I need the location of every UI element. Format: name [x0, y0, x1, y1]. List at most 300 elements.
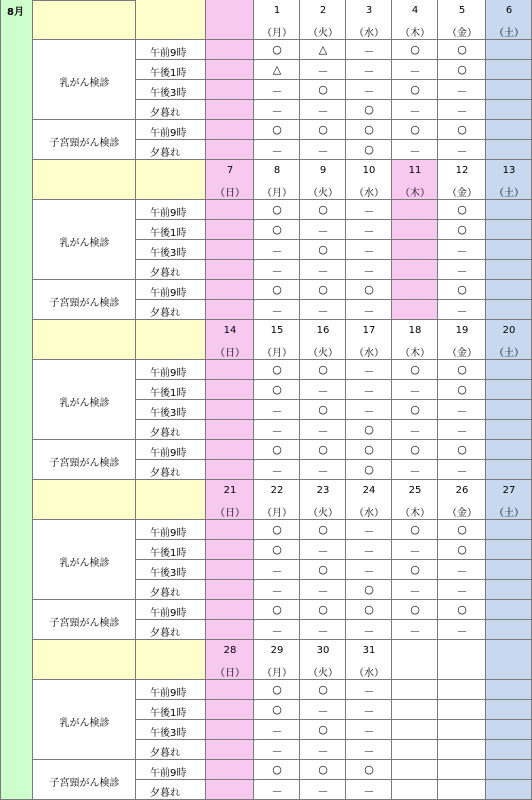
availability-cell [392, 240, 438, 260]
availability-mark: ○ [272, 543, 282, 556]
availability-cell [438, 700, 486, 720]
availability-cell [206, 240, 254, 260]
availability-mark: ○ [410, 83, 420, 96]
availability-mark: ○ [457, 43, 467, 56]
day-date: 4 [411, 5, 419, 16]
availability-mark: － [456, 305, 468, 318]
availability-cell [438, 720, 486, 740]
availability-cell [392, 300, 438, 320]
availability-cell [486, 700, 532, 720]
availability-cell [486, 140, 532, 160]
availability-mark: － [317, 585, 329, 598]
availability-mark: ○ [410, 563, 420, 576]
day-weekday: （金） [447, 188, 477, 199]
availability-mark: ○ [364, 143, 374, 156]
availability-cell [486, 400, 532, 420]
availability-mark: ○ [457, 123, 467, 136]
day-weekday: （月） [262, 348, 292, 359]
availability-cell [438, 780, 486, 800]
day-weekday: （木） [400, 28, 430, 39]
availability-cell [486, 680, 532, 700]
day-date: 7 [226, 165, 234, 176]
day-weekday: （月） [262, 188, 292, 199]
availability-cell [206, 220, 254, 240]
availability-mark: － [409, 585, 421, 598]
day-date: 17 [362, 325, 376, 336]
category-cervical-label: 子宮頸がん検診 [49, 458, 120, 469]
week-header-blank [136, 160, 206, 200]
availability-cell [206, 380, 254, 400]
availability-mark: ○ [318, 683, 328, 696]
availability-mark: － [271, 425, 283, 438]
time-slot-label: 午後3時 [150, 728, 187, 739]
availability-mark: － [363, 85, 375, 98]
time-slot-label: 午後1時 [150, 228, 187, 239]
availability-mark: ○ [364, 283, 374, 296]
availability-cell [486, 80, 532, 100]
availability-mark: ○ [318, 603, 328, 616]
availability-mark: ○ [364, 603, 374, 616]
time-slot-label: 午前9時 [150, 528, 187, 539]
availability-mark: ○ [364, 763, 374, 776]
day-weekday: （金） [447, 348, 477, 359]
availability-cell [486, 720, 532, 740]
month-column [0, 0, 33, 800]
availability-mark: ○ [410, 443, 420, 456]
availability-cell [486, 540, 532, 560]
day-date: 22 [270, 485, 284, 496]
availability-mark: ○ [364, 443, 374, 456]
availability-cell [206, 420, 254, 440]
day-date: 2 [319, 5, 327, 16]
availability-cell [206, 620, 254, 640]
availability-mark: ○ [318, 563, 328, 576]
availability-cell [206, 120, 254, 140]
time-slot-label: 午前9時 [150, 48, 187, 59]
day-date: 18 [408, 325, 422, 336]
availability-mark: － [409, 145, 421, 158]
day-weekday: （日） [215, 668, 245, 679]
availability-cell [206, 100, 254, 120]
availability-cell [486, 40, 532, 60]
availability-mark: △ [272, 63, 282, 76]
availability-mark: － [456, 105, 468, 118]
availability-mark: － [317, 425, 329, 438]
availability-mark: ○ [318, 123, 328, 136]
availability-mark: － [317, 305, 329, 318]
availability-cell [486, 240, 532, 260]
day-weekday: （木） [400, 508, 430, 519]
time-slot-label: 午後3時 [150, 568, 187, 579]
availability-mark: ○ [272, 383, 282, 396]
day-weekday: （火） [308, 348, 338, 359]
availability-cell [206, 680, 254, 700]
availability-mark: － [409, 105, 421, 118]
availability-mark: － [409, 425, 421, 438]
availability-cell [486, 120, 532, 140]
day-weekday: （水） [354, 348, 384, 359]
availability-mark: － [456, 265, 468, 278]
availability-mark: ○ [457, 363, 467, 376]
availability-cell [486, 620, 532, 640]
day-weekday: （木） [400, 348, 430, 359]
day-date: 13 [502, 165, 516, 176]
time-slot-label: 午後3時 [150, 408, 187, 419]
availability-mark: － [317, 625, 329, 638]
availability-cell [392, 720, 438, 740]
availability-cell [486, 760, 532, 780]
availability-mark: － [456, 425, 468, 438]
availability-mark: － [456, 405, 468, 418]
availability-mark: － [456, 245, 468, 258]
day-weekday: （月） [262, 508, 292, 519]
availability-mark: ○ [318, 283, 328, 296]
availability-mark: ○ [272, 683, 282, 696]
availability-mark: － [363, 625, 375, 638]
availability-mark: － [317, 785, 329, 798]
availability-mark: － [271, 245, 283, 258]
availability-cell [206, 700, 254, 720]
availability-mark: ○ [318, 763, 328, 776]
availability-cell [392, 780, 438, 800]
availability-mark: － [271, 785, 283, 798]
day-date: 8 [273, 165, 281, 176]
availability-mark: － [363, 385, 375, 398]
week-header-blank [33, 640, 136, 680]
availability-mark: ○ [410, 43, 420, 56]
availability-mark: － [363, 205, 375, 218]
availability-mark: － [271, 725, 283, 738]
availability-cell [486, 420, 532, 440]
availability-mark: ○ [272, 703, 282, 716]
time-slot-label: 夕暮れ [150, 788, 180, 799]
availability-mark: － [363, 365, 375, 378]
availability-mark: － [271, 105, 283, 118]
availability-mark: ○ [457, 383, 467, 396]
category-cervical-label: 子宮頸がん検診 [49, 618, 120, 629]
availability-cell [486, 60, 532, 80]
availability-mark: ○ [272, 763, 282, 776]
day-date: 30 [316, 645, 330, 656]
availability-mark: － [409, 465, 421, 478]
availability-mark: － [363, 265, 375, 278]
day-weekday: （火） [308, 668, 338, 679]
category-cervical-label: 子宮頸がん検診 [49, 298, 120, 309]
day-weekday: （土） [494, 348, 524, 359]
availability-mark: － [271, 405, 283, 418]
availability-mark: － [363, 705, 375, 718]
availability-cell [392, 260, 438, 280]
day-date: 15 [270, 325, 284, 336]
time-slot-label: 午前9時 [150, 288, 187, 299]
availability-cell [486, 460, 532, 480]
availability-cell [206, 260, 254, 280]
availability-mark: － [363, 785, 375, 798]
day-weekday: （土） [494, 188, 524, 199]
availability-mark: － [363, 545, 375, 558]
availability-mark: － [456, 465, 468, 478]
availability-mark: － [456, 565, 468, 578]
time-slot-label: 夕暮れ [150, 148, 180, 159]
availability-mark: － [271, 85, 283, 98]
category-breast-label: 乳がん検診 [59, 558, 110, 569]
availability-cell [206, 280, 254, 300]
day-date: 3 [365, 5, 373, 16]
availability-mark: ○ [457, 443, 467, 456]
time-slot-label: 午後3時 [150, 88, 187, 99]
day-weekday: （土） [494, 28, 524, 39]
month-label: 8月 [7, 7, 24, 18]
day-weekday: （日） [215, 508, 245, 519]
availability-cell [206, 460, 254, 480]
availability-mark: ○ [364, 123, 374, 136]
availability-cell [206, 360, 254, 380]
availability-cell [206, 540, 254, 560]
time-slot-label: 夕暮れ [150, 468, 180, 479]
availability-mark: － [271, 625, 283, 638]
week-header-blank [136, 0, 206, 40]
category-breast-label: 乳がん検診 [59, 398, 110, 409]
availability-mark: － [409, 385, 421, 398]
availability-cell [486, 560, 532, 580]
availability-mark: ○ [457, 603, 467, 616]
availability-mark: ○ [318, 403, 328, 416]
availability-cell [486, 520, 532, 540]
availability-mark: － [317, 705, 329, 718]
availability-mark: ○ [318, 723, 328, 736]
day-date: 5 [458, 5, 466, 16]
category-cervical-label: 子宮頸がん検診 [49, 778, 120, 789]
day-weekday: （火） [308, 28, 338, 39]
availability-mark: － [317, 265, 329, 278]
day-date: 29 [270, 645, 284, 656]
availability-mark: ○ [457, 63, 467, 76]
availability-mark: － [363, 45, 375, 58]
availability-mark: ○ [272, 43, 282, 56]
availability-mark: ○ [364, 583, 374, 596]
week-header-blank [33, 0, 136, 40]
time-slot-label: 夕暮れ [150, 108, 180, 119]
availability-mark: － [317, 745, 329, 758]
availability-cell [392, 700, 438, 720]
day-date: 26 [455, 485, 469, 496]
availability-cell [392, 200, 438, 220]
availability-cell [486, 220, 532, 240]
category-breast-label: 乳がん検診 [59, 238, 110, 249]
availability-cell [486, 200, 532, 220]
availability-mark: － [363, 405, 375, 418]
day-date: 23 [316, 485, 330, 496]
availability-cell [486, 360, 532, 380]
day-date: 6 [505, 5, 513, 16]
day-weekday: （日） [215, 188, 245, 199]
availability-cell [392, 740, 438, 760]
availability-cell [206, 40, 254, 60]
availability-mark: － [271, 465, 283, 478]
availability-cell [486, 740, 532, 760]
availability-cell [206, 780, 254, 800]
availability-mark: ○ [272, 363, 282, 376]
availability-mark: － [363, 525, 375, 538]
time-slot-label: 夕暮れ [150, 748, 180, 759]
time-slot-label: 午前9時 [150, 128, 187, 139]
week-header-blank [136, 480, 206, 520]
availability-cell [438, 740, 486, 760]
availability-cell [206, 440, 254, 460]
availability-cell [438, 680, 486, 700]
time-slot-label: 午後1時 [150, 68, 187, 79]
availability-mark: － [271, 145, 283, 158]
availability-cell [486, 580, 532, 600]
availability-mark: － [409, 65, 421, 78]
availability-mark: ○ [272, 223, 282, 236]
availability-mark: ○ [272, 603, 282, 616]
week-header-blank [33, 480, 136, 520]
availability-mark: ○ [318, 243, 328, 256]
week-header-blank [33, 320, 136, 360]
availability-cell [438, 760, 486, 780]
day-weekday: （火） [308, 508, 338, 519]
availability-mark: － [363, 305, 375, 318]
availability-mark: － [271, 305, 283, 318]
availability-mark: － [409, 545, 421, 558]
availability-mark: － [317, 145, 329, 158]
availability-mark: － [271, 565, 283, 578]
availability-cell [206, 400, 254, 420]
availability-cell [392, 280, 438, 300]
availability-cell [206, 300, 254, 320]
day-header [392, 640, 438, 680]
availability-mark: － [317, 465, 329, 478]
availability-mark: ○ [272, 203, 282, 216]
week-header-blank [136, 640, 206, 680]
availability-mark: ○ [364, 423, 374, 436]
availability-mark: － [317, 225, 329, 238]
availability-mark: － [363, 245, 375, 258]
availability-mark: ○ [318, 523, 328, 536]
availability-cell [486, 100, 532, 120]
availability-mark: ○ [272, 523, 282, 536]
day-weekday: （水） [354, 508, 384, 519]
availability-cell [486, 300, 532, 320]
category-cervical-label: 子宮頸がん検診 [49, 138, 120, 149]
availability-cell [206, 580, 254, 600]
availability-cell [206, 140, 254, 160]
availability-cell [392, 220, 438, 240]
time-slot-label: 夕暮れ [150, 588, 180, 599]
availability-mark: － [363, 725, 375, 738]
availability-cell [206, 760, 254, 780]
day-header [438, 640, 486, 680]
day-date: 11 [408, 165, 422, 176]
availability-mark: ○ [457, 223, 467, 236]
availability-cell [486, 280, 532, 300]
availability-cell [206, 60, 254, 80]
availability-mark: ○ [272, 283, 282, 296]
day-date: 21 [223, 485, 237, 496]
availability-mark: ○ [410, 123, 420, 136]
day-date: 1 [273, 5, 281, 16]
availability-mark: － [363, 565, 375, 578]
day-date: 19 [455, 325, 469, 336]
day-weekday: （日） [215, 348, 245, 359]
time-slot-label: 夕暮れ [150, 428, 180, 439]
day-date: 28 [223, 645, 237, 656]
availability-mark: － [317, 385, 329, 398]
availability-mark: － [363, 745, 375, 758]
availability-mark: － [363, 685, 375, 698]
availability-mark: － [456, 625, 468, 638]
availability-mark: ○ [410, 363, 420, 376]
time-slot-label: 午前9時 [150, 608, 187, 619]
category-breast-label: 乳がん検診 [59, 718, 110, 729]
day-weekday: （金） [447, 508, 477, 519]
availability-mark: － [317, 105, 329, 118]
week-header-blank [33, 160, 136, 200]
availability-cell [486, 780, 532, 800]
day-weekday: （水） [354, 28, 384, 39]
availability-cell [486, 260, 532, 280]
day-date: 14 [223, 325, 237, 336]
day-date: 16 [316, 325, 330, 336]
day-date: 25 [408, 485, 422, 496]
day-weekday: （火） [308, 188, 338, 199]
time-slot-label: 午後1時 [150, 548, 187, 559]
availability-mark: ○ [410, 403, 420, 416]
availability-mark: ○ [318, 363, 328, 376]
time-slot-label: 夕暮れ [150, 268, 180, 279]
day-weekday: （水） [354, 188, 384, 199]
availability-mark: ○ [364, 103, 374, 116]
day-weekday: （土） [494, 508, 524, 519]
availability-mark: － [456, 585, 468, 598]
category-breast-label: 乳がん検診 [59, 78, 110, 89]
availability-mark: － [363, 65, 375, 78]
time-slot-label: 午前9時 [150, 768, 187, 779]
availability-mark: － [409, 625, 421, 638]
availability-mark: － [456, 85, 468, 98]
availability-mark: ○ [410, 603, 420, 616]
availability-mark: ○ [318, 443, 328, 456]
availability-mark: ○ [410, 523, 420, 536]
availability-mark: ○ [457, 283, 467, 296]
availability-mark: ○ [457, 523, 467, 536]
day-header [206, 0, 254, 40]
time-slot-label: 午後1時 [150, 708, 187, 719]
availability-mark: － [456, 145, 468, 158]
availability-cell [206, 600, 254, 620]
availability-mark: － [317, 545, 329, 558]
availability-cell [206, 520, 254, 540]
availability-mark: － [271, 265, 283, 278]
time-slot-label: 午前9時 [150, 688, 187, 699]
day-date: 27 [502, 485, 516, 496]
time-slot-label: 午前9時 [150, 448, 187, 459]
time-slot-label: 午後1時 [150, 388, 187, 399]
day-date: 20 [502, 325, 516, 336]
availability-cell [206, 740, 254, 760]
time-slot-label: 夕暮れ [150, 628, 180, 639]
day-date: 24 [362, 485, 376, 496]
availability-mark: ○ [272, 123, 282, 136]
time-slot-label: 夕暮れ [150, 308, 180, 319]
availability-mark: △ [318, 43, 328, 56]
day-date: 10 [362, 165, 376, 176]
availability-cell [486, 380, 532, 400]
availability-mark: － [271, 745, 283, 758]
time-slot-label: 午前9時 [150, 208, 187, 219]
availability-mark: ○ [318, 83, 328, 96]
